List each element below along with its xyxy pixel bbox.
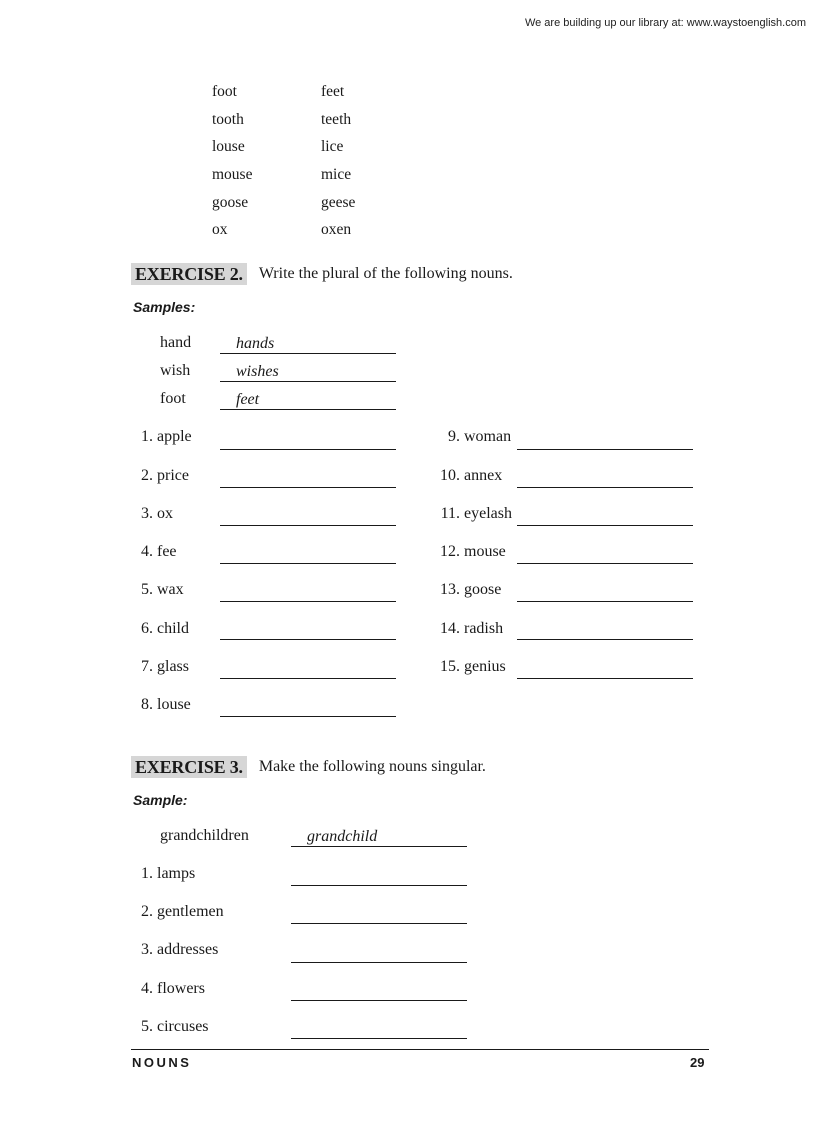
item-number: 4.	[141, 980, 153, 997]
exercise-3-label: EXERCISE 3.	[131, 756, 247, 778]
item-number: 1.	[141, 428, 153, 445]
answer-blank[interactable]	[220, 544, 396, 564]
item-number: 3.	[141, 505, 153, 522]
answer-blank[interactable]	[517, 582, 693, 602]
item-number: 5.	[141, 581, 153, 598]
exercise-2-item	[436, 467, 502, 485]
item-word: child	[157, 620, 189, 637]
exercise-2-item	[132, 428, 192, 446]
exercise-3-heading	[131, 756, 486, 778]
item-word: genius	[464, 658, 506, 675]
exercise-2-item	[436, 658, 506, 676]
item-number: 12.	[440, 543, 460, 560]
sample-answer: wishes	[236, 363, 279, 380]
sample-answer-line	[220, 334, 396, 354]
list-item: mice	[321, 166, 352, 183]
list-item: teeth	[321, 111, 352, 128]
exercise-2-item	[436, 620, 503, 638]
exercise-2-item	[132, 505, 173, 523]
exercise-2-label: EXERCISE 2.	[131, 263, 247, 285]
answer-blank[interactable]	[517, 468, 693, 488]
exercise-3-item	[132, 903, 224, 921]
item-word: lamps	[157, 865, 196, 882]
exercise-3-item	[132, 1018, 209, 1036]
item-number: 2.	[141, 467, 153, 484]
exercise-2-item	[436, 543, 506, 561]
item-word: radish	[464, 620, 504, 637]
exercise-2-heading	[131, 263, 513, 285]
list-item: mouse	[212, 166, 253, 183]
sample-word: hand	[160, 334, 192, 351]
sample-word: grandchildren	[160, 827, 249, 844]
answer-blank[interactable]	[220, 697, 396, 717]
item-number: 13.	[440, 581, 460, 598]
item-word: gentlemen	[157, 903, 224, 920]
item-number: 2.	[141, 903, 153, 920]
list-item: goose	[212, 194, 249, 211]
answer-blank[interactable]	[220, 468, 396, 488]
sample-answer-line	[220, 362, 396, 382]
answer-blank[interactable]	[220, 430, 396, 450]
item-number: 11.	[440, 505, 460, 522]
item-number: 4.	[141, 543, 153, 560]
answer-blank[interactable]	[517, 620, 693, 640]
exercise-2-item	[132, 658, 189, 676]
answer-blank[interactable]	[517, 506, 693, 526]
item-word: fee	[157, 543, 177, 560]
sample-answer: hands	[236, 335, 275, 352]
item-word: addresses	[157, 941, 219, 958]
item-word: woman	[464, 428, 512, 445]
exercise-2-item	[436, 581, 501, 599]
item-word: eyelash	[464, 505, 512, 522]
item-word: apple	[157, 428, 192, 445]
item-number: 6.	[141, 620, 153, 637]
sample-answer: feet	[236, 391, 260, 408]
list-item: louse	[212, 138, 245, 155]
answer-blank[interactable]	[291, 981, 467, 1001]
section-title: NOUNS	[132, 1055, 192, 1070]
list-item: lice	[321, 138, 344, 155]
samples-label: Samples:	[133, 299, 196, 315]
answer-blank[interactable]	[220, 582, 396, 602]
item-word: mouse	[464, 543, 506, 560]
exercise-2-item	[132, 543, 177, 561]
list-item: ox	[212, 221, 228, 238]
exercise-3-item	[132, 941, 218, 959]
answer-blank[interactable]	[220, 506, 396, 526]
exercise-3-item	[132, 980, 205, 998]
exercise-2-item	[132, 620, 189, 638]
answer-blank[interactable]	[291, 866, 467, 886]
list-item: tooth	[212, 111, 244, 128]
sample-word: wish	[160, 362, 191, 379]
answer-blank[interactable]	[517, 544, 693, 564]
item-number: 1.	[141, 865, 153, 882]
item-number: 3.	[141, 941, 153, 958]
exercise-2-item	[132, 467, 189, 485]
answer-blank[interactable]	[291, 1019, 467, 1039]
sample-answer-line	[220, 390, 396, 410]
exercise-2-item	[132, 696, 191, 714]
exercise-2-instruction: Write the plural of the following nouns.	[258, 265, 513, 282]
page-number: 29	[690, 1055, 705, 1070]
exercise-3-instruction: Make the following nouns singular.	[258, 758, 486, 775]
item-word: price	[157, 467, 189, 484]
item-number: 8.	[141, 696, 153, 713]
answer-blank[interactable]	[291, 904, 467, 924]
item-number: 9.	[448, 428, 460, 445]
answer-blank[interactable]	[220, 659, 396, 679]
list-item: feet	[321, 83, 345, 100]
exercise-2-item	[436, 428, 511, 446]
item-number: 15.	[440, 658, 460, 675]
answer-blank[interactable]	[517, 659, 693, 679]
answer-blank[interactable]	[291, 943, 467, 963]
sample-answer: grandchild	[307, 828, 378, 845]
footer-divider	[131, 1049, 709, 1050]
sample-word: foot	[160, 390, 186, 407]
item-word: flowers	[157, 980, 205, 997]
sample-answer-line	[291, 827, 467, 847]
item-word: goose	[464, 581, 502, 598]
item-word: circuses	[157, 1018, 209, 1035]
exercise-2-item	[436, 505, 512, 523]
answer-blank[interactable]	[517, 430, 693, 450]
list-item: geese	[321, 194, 356, 211]
item-number: 7.	[141, 658, 153, 675]
exercise-2-item	[132, 581, 184, 599]
item-number: 10.	[440, 467, 460, 484]
item-word: wax	[157, 581, 184, 598]
item-number: 14.	[440, 620, 460, 637]
item-word: ox	[157, 505, 173, 522]
item-word: annex	[464, 467, 503, 484]
item-word: glass	[157, 658, 189, 675]
list-item: oxen	[321, 221, 352, 238]
library-note: We are building up our library at: www.waystoenglish.com	[524, 17, 806, 29]
exercise-3-item	[132, 865, 195, 883]
answer-blank[interactable]	[220, 620, 396, 640]
sample-label: Sample:	[133, 792, 188, 808]
item-word: louse	[157, 696, 191, 713]
item-number: 5.	[141, 1018, 153, 1035]
list-item: foot	[212, 83, 237, 100]
